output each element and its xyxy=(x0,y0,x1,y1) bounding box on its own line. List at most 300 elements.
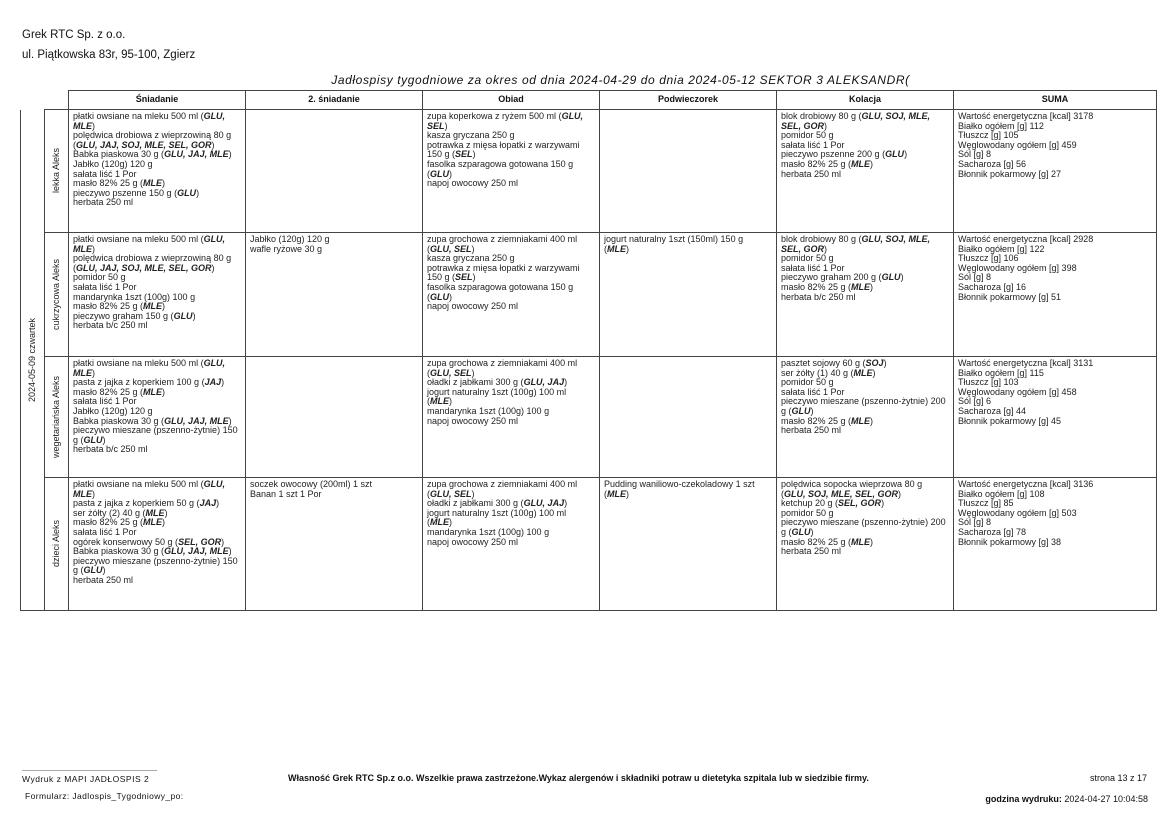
nutrition-summary-cell xyxy=(954,357,1157,478)
item-text: masło 82% 25 g ( xyxy=(73,178,144,189)
item-text: jogurt naturalny 1szt (100g) 100 ml xyxy=(427,386,567,397)
meal-cell xyxy=(777,478,954,611)
allergen-code: MLE xyxy=(851,415,871,426)
allergen-code: GLU xyxy=(791,405,811,416)
meal-item-line xyxy=(781,547,949,557)
item-text: ( xyxy=(604,243,607,254)
item-text: masło 82% 25 g ( xyxy=(73,386,144,397)
item-text: herbata 250 ml xyxy=(781,546,842,557)
item-text: pomidor 50 g xyxy=(781,377,834,388)
item-text: ) xyxy=(221,377,225,388)
item-text: ) xyxy=(162,301,166,312)
item-text: ( xyxy=(427,488,430,499)
company-address: ul. Piątkowska 83r, 95-100, Zgierz xyxy=(22,49,196,61)
item-text: Sacharoza [g] 56 xyxy=(958,158,1027,169)
item-text: Sacharoza [g] 44 xyxy=(958,405,1027,416)
meal-item-line xyxy=(427,538,595,548)
item-text: ) xyxy=(449,291,452,302)
diet-name: lekka Aleks xyxy=(50,148,61,194)
col-header: Kolacja xyxy=(777,91,954,110)
item-text: kasza gryczana 250 g xyxy=(427,130,515,141)
allergen-code: GLU, xyxy=(203,358,226,368)
meal-item-line xyxy=(781,170,949,180)
item-text: Babka piaskowa 30 g ( xyxy=(73,149,165,160)
item-text: Babka piaskowa 30 g ( xyxy=(73,415,165,426)
item-text: Tłuszcz [g] 105 xyxy=(958,130,1019,141)
meal-cell xyxy=(600,110,777,233)
meal-cell xyxy=(600,478,777,611)
item-text: ) xyxy=(102,434,106,445)
item-text: zupa grochowa z ziemniakami 400 ml xyxy=(427,479,578,489)
item-text: ) xyxy=(228,415,232,426)
item-text: ( xyxy=(781,488,784,499)
allergen-code: SEL, GOR xyxy=(838,498,882,509)
allergen-code: MLE xyxy=(143,178,163,189)
allergen-code: SEL, GOR xyxy=(178,536,222,547)
item-text: potrawka z mięsa łopatki z warzywami xyxy=(427,262,580,273)
nutrition-summary-cell xyxy=(954,110,1157,233)
meal-item-line xyxy=(427,509,595,519)
item-text: blok drobiowy 80 g ( xyxy=(781,111,862,121)
item-text: Węglowodany ogółem [g] 398 xyxy=(958,262,1077,273)
item-text: ) xyxy=(92,243,95,254)
meal-item-line xyxy=(781,426,949,436)
item-text: ( xyxy=(73,262,76,273)
item-text: Wartość energetyczna [kcal] 3136 xyxy=(958,479,1094,489)
item-text: ) xyxy=(102,565,106,576)
allergen-code: GLU xyxy=(791,526,811,537)
item-text: masło 82% 25 g ( xyxy=(781,158,852,169)
item-text: Błonnik pokarmowy [g] 45 xyxy=(958,415,1062,426)
meal-item-line xyxy=(427,179,595,189)
meal-item-line xyxy=(604,480,772,490)
item-text: ) xyxy=(92,367,95,378)
item-text: napoj owocowy 250 ml xyxy=(427,301,519,312)
item-text: ( xyxy=(427,396,430,407)
print-time-label: godzina wydruku: xyxy=(985,794,1062,804)
item-text: herbata 250 ml xyxy=(781,168,842,179)
allergen-code: GLU, xyxy=(561,111,584,121)
item-text: ( xyxy=(604,488,607,499)
item-text: soczek owocowy (200ml) 1 szt xyxy=(250,479,373,489)
item-text: sałata liść 1 Por xyxy=(781,386,845,397)
allergen-code: JAJ xyxy=(199,498,217,509)
item-text: zupa grochowa z ziemniakami 400 ml xyxy=(427,234,578,244)
allergen-code: MLE xyxy=(607,243,626,254)
item-text: pieczywo mieszane (pszenno-żytnie) 150 xyxy=(73,425,238,436)
item-text: Wartość energetyczna [kcal] 2928 xyxy=(958,234,1094,244)
item-text: ) xyxy=(449,396,452,407)
allergen-code: SEL, GOR xyxy=(781,243,825,254)
allergen-code: GLU, xyxy=(203,479,226,489)
item-text: mandarynka 1szt (100g) 100 g xyxy=(427,405,550,416)
item-text: Błonnik pokarmowy [g] 51 xyxy=(958,291,1062,302)
item-text: pieczywo pszenne 200 g ( xyxy=(781,149,886,160)
item-text: ) xyxy=(196,187,200,198)
allergen-code: GLU, xyxy=(203,111,226,121)
meal-item-line xyxy=(73,576,241,586)
item-text: ) xyxy=(472,149,476,160)
item-text: Tłuszcz [g] 103 xyxy=(958,377,1019,388)
meal-cell xyxy=(600,357,777,478)
meal-cell xyxy=(69,478,246,611)
item-text: polędwica sopocka wieprzowa 80 g xyxy=(781,479,923,489)
col-header: Podwieczorek xyxy=(600,91,777,110)
meal-item-line xyxy=(781,293,949,303)
allergen-code: JAJ xyxy=(204,377,222,388)
allergen-code: MLE xyxy=(73,243,92,254)
allergen-code: SEL xyxy=(427,120,445,131)
allergen-code: GLU, SOJ, MLE, SEL, GOR xyxy=(784,488,899,499)
diet-name-cell xyxy=(45,478,69,611)
allergen-code: MLE xyxy=(853,367,873,378)
diet-row xyxy=(21,478,1157,611)
item-text: ) xyxy=(870,281,874,292)
item-text: ( xyxy=(427,168,430,179)
item-text: oładki z jabłkami 300 g ( xyxy=(427,377,524,388)
allergen-code: GLU, JAJ, SOJ, MLE, SEL, GOR xyxy=(76,262,212,273)
meal-item-line xyxy=(73,198,241,208)
item-text: Pudding waniliowo-czekoladowy 1 szt xyxy=(604,479,755,489)
col-header: Śniadanie xyxy=(69,91,246,110)
page-title-text: Jadłospisy tygodniowe za okres od dnia 2024-04-29 do dnia 2024-05-12 SEKTOR 3 ALEKSANDR( xyxy=(331,73,910,87)
allergen-code: GLU, JAJ, MLE xyxy=(164,415,229,426)
item-text: ) xyxy=(444,120,448,131)
item-text: pomidor 50 g xyxy=(781,253,834,264)
item-text: jogurt naturalny 1szt (150ml) 150 g xyxy=(604,234,744,244)
item-text: Tłuszcz [g] 106 xyxy=(958,253,1019,264)
item-text: napoj owocowy 250 ml xyxy=(427,415,519,426)
allergen-code: GLU, SEL xyxy=(430,488,472,499)
item-text: ogórek konserwowy 50 g ( xyxy=(73,536,179,547)
allergen-code: GLU xyxy=(177,187,197,198)
meal-item-line xyxy=(604,490,772,500)
allergen-code: SOJ xyxy=(865,358,884,368)
meal-cell xyxy=(423,110,600,233)
company-name: Grek RTC Sp. z o.o. xyxy=(22,29,126,41)
company-header xyxy=(22,25,195,65)
meal-item-line xyxy=(73,321,241,331)
meal-item-line xyxy=(427,160,595,170)
diet-name: cukrzycowa Aleks xyxy=(50,258,61,331)
item-text: Białko ogółem [g] 108 xyxy=(958,488,1045,499)
allergen-code: GLU, SEL xyxy=(430,367,472,378)
item-text: masło 82% 25 g ( xyxy=(781,281,852,292)
meal-item-line xyxy=(73,112,241,122)
item-text: ) xyxy=(872,367,876,378)
page-title xyxy=(0,73,1169,87)
item-text: ) xyxy=(228,546,232,557)
item-text: pieczywo pszenne 150 g ( xyxy=(73,187,178,198)
meal-plan-table xyxy=(20,90,1157,611)
allergen-code: GLU, JAJ, MLE xyxy=(164,546,229,557)
item-text: pieczywo graham 200 g ( xyxy=(781,272,882,283)
item-text: ) xyxy=(870,536,874,547)
item-text: ) xyxy=(810,526,814,537)
print-time-value: 2024-04-27 10:04:58 xyxy=(1064,794,1148,804)
item-text: Błonnik pokarmowy [g] 38 xyxy=(958,536,1062,547)
item-text: pomidor 50 g xyxy=(73,272,126,283)
meal-cell xyxy=(777,233,954,357)
item-text: ) xyxy=(883,358,887,368)
item-text: ( xyxy=(427,291,430,302)
item-text: ) xyxy=(449,517,452,528)
item-text: zupa grochowa z ziemniakami 400 ml xyxy=(427,358,578,368)
item-text: Białko ogółem [g] 122 xyxy=(958,243,1045,254)
allergen-code: SEL, GOR xyxy=(781,120,825,131)
print-source: Wydruk z MAPI JADŁOSPIS 2 xyxy=(22,770,157,784)
meal-cell xyxy=(69,357,246,478)
col-header: 2. śniadanie xyxy=(246,91,423,110)
date-cell xyxy=(21,110,45,611)
item-text: ) xyxy=(626,488,629,499)
item-text: ) xyxy=(221,536,225,547)
meal-item-line xyxy=(427,283,595,293)
allergen-code: MLE xyxy=(851,158,871,169)
allergen-code: GLU xyxy=(881,272,901,283)
item-text: fasolka szparagowa gotowana 150 g xyxy=(427,158,574,169)
item-text: ) xyxy=(162,178,166,189)
item-text: ) xyxy=(472,272,476,283)
item-text: pasztet sojowy 60 g ( xyxy=(781,358,866,368)
print-time xyxy=(985,794,1148,804)
item-text: ( xyxy=(427,367,430,378)
nutrition-line xyxy=(958,170,1152,180)
item-text: ) xyxy=(471,367,475,378)
item-text: Sacharoza [g] 78 xyxy=(958,526,1027,537)
item-text: mandarynka 1szt (100g) 100 g xyxy=(73,291,196,302)
item-text: Sól [g] 8 xyxy=(958,517,992,528)
page-number: strona 13 z 17 xyxy=(1089,773,1147,783)
item-text: ) xyxy=(162,517,166,528)
item-text: herbata b/c 250 ml xyxy=(73,444,148,455)
item-text: napoj owocowy 250 ml xyxy=(427,178,519,189)
allergen-code: GLU, SEL xyxy=(430,243,472,254)
item-text: pomidor 50 g xyxy=(781,507,834,518)
meal-cell xyxy=(246,233,423,357)
item-text: ) xyxy=(471,488,475,499)
meal-item-line xyxy=(427,112,595,122)
item-text: wafle ryżowe 30 g xyxy=(250,243,323,254)
diet-name-cell xyxy=(45,357,69,478)
meal-plan-body xyxy=(21,110,1157,611)
item-text: płatki owsiane na mleku 500 ml ( xyxy=(73,358,204,368)
meal-cell xyxy=(423,357,600,478)
allergen-code: SEL xyxy=(455,272,473,283)
meal-item-line xyxy=(427,302,595,312)
item-text: jogurt naturalny 1szt (100g) 100 ml xyxy=(427,507,567,518)
nutrition-summary-cell xyxy=(954,233,1157,357)
allergen-code: MLE xyxy=(143,517,163,528)
nutrition-line xyxy=(958,538,1152,548)
meal-item-line xyxy=(427,417,595,427)
allergen-code: MLE xyxy=(851,536,871,547)
nutrition-summary-cell xyxy=(954,478,1157,611)
allergen-code: GLU, JAJ xyxy=(523,498,565,509)
diet-row xyxy=(21,357,1157,478)
item-text: Wartość energetyczna [kcal] 3131 xyxy=(958,358,1094,368)
allergen-code: GLU xyxy=(173,310,193,321)
diet-row xyxy=(21,110,1157,233)
item-text: Wartość energetyczna [kcal] 3178 xyxy=(958,111,1094,121)
item-text: masło 82% 25 g ( xyxy=(73,301,144,312)
meal-item-line xyxy=(250,245,418,255)
item-text: Jabłko (120g) 120 g xyxy=(73,405,153,416)
meal-cell xyxy=(69,233,246,357)
item-text: ( xyxy=(427,517,430,528)
item-text: sałata liść 1 Por xyxy=(73,168,137,179)
meal-item-line xyxy=(73,235,241,245)
allergen-code: GLU, SOJ, MLE, xyxy=(861,234,931,244)
item-text: fasolka szparagowa gotowana 150 g xyxy=(427,281,574,292)
meal-cell xyxy=(777,357,954,478)
diet-name-cell xyxy=(45,110,69,233)
item-text: Białko ogółem [g] 112 xyxy=(958,120,1044,131)
item-text: masło 82% 25 g ( xyxy=(73,517,144,528)
col-header: Obiad xyxy=(423,91,600,110)
header-row xyxy=(21,91,1157,110)
allergen-code: MLE xyxy=(73,488,92,499)
ownership-note: Własność Grek RTC Sp.z o.o. Wszelkie prawa zastrzeżone.Wykaz alergenów i składniki potraw u dietetyka szpitala lub w siedzibie firmy. xyxy=(288,773,869,783)
allergen-code: GLU xyxy=(430,291,449,302)
meal-cell xyxy=(600,233,777,357)
item-text: ) xyxy=(471,243,475,254)
item-text: ) xyxy=(900,272,904,283)
item-text: pieczywo mieszane (pszenno-żytnie) 200 xyxy=(781,396,946,407)
diet-name: dzieci Aleks xyxy=(50,520,61,568)
item-text: ) xyxy=(564,377,568,388)
item-text: ) xyxy=(211,262,215,273)
allergen-code: MLE xyxy=(145,507,165,518)
item-text: Jabłko (120g) 120 g xyxy=(73,158,153,169)
meal-item-line xyxy=(250,490,418,500)
item-text: Sacharoza [g] 16 xyxy=(958,281,1027,292)
meal-item-line xyxy=(73,480,241,490)
item-text: płatki owsiane na mleku 500 ml ( xyxy=(73,111,204,121)
item-text: herbata 250 ml xyxy=(73,574,134,585)
item-text: napoj owocowy 250 ml xyxy=(427,536,519,547)
item-text: Węglowodany ogółem [g] 458 xyxy=(958,386,1077,397)
item-text: g ( xyxy=(73,565,84,576)
item-text: płatki owsiane na mleku 500 ml ( xyxy=(73,479,204,489)
allergen-code: GLU xyxy=(83,565,103,576)
meal-item-line xyxy=(427,388,595,398)
meal-cell xyxy=(246,478,423,611)
item-text: ) xyxy=(870,415,874,426)
meal-cell xyxy=(423,233,600,357)
item-text: potrawka z mięsa łopatki z warzywami xyxy=(427,139,580,150)
item-text: Białko ogółem [g] 115 xyxy=(958,367,1044,378)
item-text: ser żółty (1) 40 g ( xyxy=(781,367,854,378)
meal-cell xyxy=(777,110,954,233)
allergen-code: MLE xyxy=(430,396,449,407)
item-text: sałata liść 1 Por xyxy=(781,139,845,150)
item-text: ) xyxy=(626,243,629,254)
item-text: ) xyxy=(870,158,874,169)
item-text: ) xyxy=(216,498,220,509)
col-header: SUMA xyxy=(954,91,1157,110)
allergen-code: GLU, JAJ, MLE xyxy=(164,149,229,160)
item-text: ketchup 20 g ( xyxy=(781,498,839,509)
allergen-code: GLU xyxy=(430,168,449,179)
item-text: oładki z jabłkami 300 g ( xyxy=(427,498,524,509)
item-text: 150 g ( xyxy=(427,272,456,283)
item-text: ) xyxy=(881,498,885,509)
item-text: herbata b/c 250 ml xyxy=(781,291,856,302)
item-text: ) xyxy=(824,243,828,254)
item-text: g ( xyxy=(781,526,792,537)
allergen-code: GLU, xyxy=(203,234,226,244)
item-text: pieczywo mieszane (pszenno-żytnie) 200 xyxy=(781,517,946,528)
item-text: pieczywo graham 150 g ( xyxy=(73,310,174,321)
item-text: ) xyxy=(904,149,908,160)
item-text: herbata 250 ml xyxy=(781,425,842,436)
item-text: sałata liść 1 Por xyxy=(73,526,137,537)
item-text: herbata b/c 250 ml xyxy=(73,320,148,331)
item-text: ) xyxy=(92,488,95,499)
diet-name: wegetariańska Aleks xyxy=(50,375,61,459)
item-text: Błonnik pokarmowy [g] 27 xyxy=(958,168,1062,179)
item-text: ) xyxy=(898,488,902,499)
item-text: pieczywo mieszane (pszenno-żytnie) 150 xyxy=(73,555,238,566)
item-text: ) xyxy=(164,507,168,518)
item-text: ) xyxy=(162,386,166,397)
item-text: herbata 250 ml xyxy=(73,197,134,208)
item-text: Węglowodany ogółem [g] 503 xyxy=(958,507,1077,518)
item-text: Banan 1 szt 1 Por xyxy=(250,488,322,499)
item-text: ) xyxy=(810,405,814,416)
meal-item-line xyxy=(604,235,772,245)
item-text: Tłuszcz [g] 85 xyxy=(958,498,1014,509)
item-text: sałata liść 1 Por xyxy=(73,396,137,407)
item-text: Sól [g] 8 xyxy=(958,149,992,160)
item-text: Jabłko (120g) 120 g xyxy=(250,234,330,244)
item-text: masło 82% 25 g ( xyxy=(781,536,852,547)
allergen-code: MLE xyxy=(143,301,163,312)
item-text: pomidor 50 g xyxy=(781,130,834,141)
allergen-code: GLU, SOJ, MLE, xyxy=(861,111,931,121)
allergen-code: GLU, JAJ xyxy=(523,377,565,388)
item-text: sałata liść 1 Por xyxy=(781,262,845,273)
allergen-code: SEL xyxy=(455,149,473,160)
item-text: Węglowodany ogółem [g] 459 xyxy=(958,139,1077,150)
item-text: ser żółty (2) 40 g ( xyxy=(73,507,146,518)
item-text: płatki owsiane na mleku 500 ml ( xyxy=(73,234,204,244)
diet-name-cell xyxy=(45,233,69,357)
item-text: polędwica drobiowa z wieprzowiną 80 g xyxy=(73,130,232,141)
date-label: 2024-05-09 czwartek xyxy=(26,317,37,402)
form-name: Formularz: Jadlospis_Tygodniowy_po: xyxy=(25,791,184,801)
item-text: ( xyxy=(427,243,430,254)
item-text: ) xyxy=(824,120,828,131)
item-text: kasza gryczana 250 g xyxy=(427,253,515,264)
item-text: ) xyxy=(192,310,196,321)
allergen-code: MLE xyxy=(607,488,626,499)
item-text: sałata liść 1 Por xyxy=(73,281,137,292)
item-text: g ( xyxy=(781,405,792,416)
item-text: Babka piaskowa 30 g ( xyxy=(73,546,165,557)
meal-cell xyxy=(246,110,423,233)
item-text: ) xyxy=(449,168,452,179)
allergen-code: MLE xyxy=(73,120,92,131)
item-text: ) xyxy=(564,498,568,509)
item-text: masło 82% 25 g ( xyxy=(781,415,852,426)
item-text: g ( xyxy=(73,434,84,445)
item-text: pasta z jajka z koperkiem 100 g ( xyxy=(73,377,205,388)
item-text: ) xyxy=(211,139,215,150)
item-text: 150 g ( xyxy=(427,149,456,160)
meal-item-line xyxy=(73,359,241,369)
